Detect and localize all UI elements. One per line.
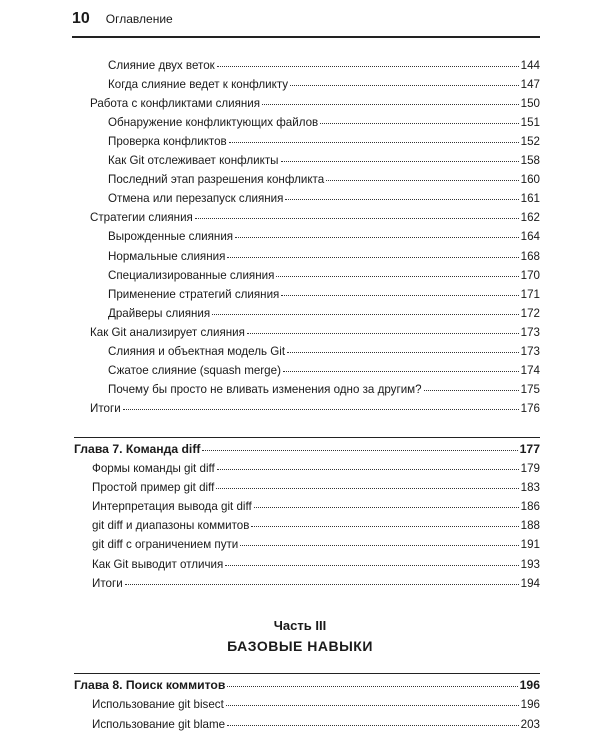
- toc-entry-page: 168: [520, 249, 540, 263]
- toc-entry-title: Итоги: [90, 401, 121, 415]
- toc-entry-page: 172: [520, 306, 540, 320]
- toc-entry[interactable]: [90, 400, 540, 418]
- toc-entry-title: Простой пример git diff: [92, 481, 215, 495]
- dot-leader: [320, 123, 518, 124]
- toc-entry-page: 150: [520, 97, 540, 111]
- toc-entry[interactable]: [108, 152, 540, 170]
- dot-leader: [227, 686, 517, 687]
- toc-entry-page: 186: [520, 500, 540, 514]
- toc-entry-page: 161: [520, 192, 540, 206]
- toc-entry-page: 152: [520, 135, 540, 149]
- toc-entry-title: Нормальные слияния: [108, 249, 226, 263]
- toc-entry-page: 196: [520, 698, 540, 711]
- toc-entry-title: Драйверы слияния: [108, 306, 211, 320]
- toc-entry-title: Слияние двух веток: [108, 59, 215, 72]
- dot-leader: [202, 450, 517, 451]
- toc-entry-page: 175: [520, 382, 540, 396]
- dot-leader: [287, 352, 519, 353]
- toc-entry[interactable]: [92, 696, 540, 714]
- dot-leader: [212, 314, 518, 315]
- toc-entry[interactable]: [90, 324, 540, 342]
- toc-entry-title: Проверка конфликтов: [108, 135, 227, 149]
- toc-entry[interactable]: [108, 114, 540, 132]
- toc-entry-page: 144: [520, 59, 540, 72]
- dot-leader: [217, 469, 519, 470]
- toc-entry-title: Специализированные слияния: [108, 268, 275, 282]
- chapter8-top-rule: [74, 673, 540, 674]
- toc-entry-title: Итоги: [92, 576, 123, 590]
- toc-entry-title: Использование git bisect: [92, 698, 224, 711]
- toc-entry[interactable]: [108, 57, 540, 75]
- toc-entry[interactable]: [92, 575, 540, 593]
- toc-entry[interactable]: [108, 190, 540, 208]
- dot-leader: [251, 526, 518, 527]
- toc-entry-title: git diff с ограничением пути: [92, 538, 239, 552]
- dot-leader: [227, 725, 519, 726]
- toc-entry-title: Когда слияние ведет к конфликту: [108, 78, 289, 92]
- dot-leader: [254, 507, 519, 508]
- toc-entry-page: 203: [520, 717, 540, 731]
- page-number: 10: [72, 10, 90, 27]
- toc-entry[interactable]: [108, 267, 540, 285]
- toc-entry-title: Последний этап разрешения конфликта: [108, 173, 325, 187]
- dot-leader: [125, 584, 519, 585]
- toc-entry[interactable]: [108, 76, 540, 94]
- toc-entry[interactable]: [92, 517, 540, 535]
- toc-entry[interactable]: [108, 362, 540, 380]
- dot-leader: [424, 390, 519, 391]
- toc-entry[interactable]: [92, 460, 540, 478]
- running-title: Оглавление: [105, 12, 173, 26]
- toc-entry[interactable]: [108, 133, 540, 151]
- toc-entry[interactable]: [92, 479, 540, 497]
- toc-entry-page: 179: [520, 462, 540, 475]
- toc-entry-page: 183: [520, 481, 540, 495]
- toc-entry[interactable]: [108, 305, 540, 323]
- dot-leader: [225, 565, 518, 566]
- dot-leader: [285, 199, 518, 200]
- chapter7-page: 177: [519, 442, 540, 456]
- toc-entry-title: Отмена или перезапуск слияния: [108, 192, 284, 206]
- toc-entry-title: Сжатое слияние (squash merge): [108, 363, 281, 377]
- toc-entry-title: Использование git blame: [92, 717, 226, 731]
- toc-entry-page: 194: [520, 576, 540, 590]
- dot-leader: [262, 104, 519, 105]
- toc-entry[interactable]: [108, 343, 540, 361]
- toc-entry-title: Как Git отслеживает конфликты: [108, 154, 279, 168]
- dot-leader: [226, 705, 519, 706]
- toc-entry-title: Обнаружение конфликтующих файлов: [108, 116, 319, 130]
- toc-entry-page: 147: [520, 78, 540, 92]
- toc-entry-title: Почему бы просто не вливать изменения одно за другим?: [108, 382, 422, 396]
- toc-entry-page: 151: [520, 116, 540, 130]
- part-label: Часть III: [273, 618, 327, 633]
- toc-entry-page: 171: [520, 287, 540, 301]
- dot-leader: [217, 66, 519, 67]
- toc-entry-page: 176: [520, 401, 540, 415]
- toc-entry-title: Формы команды git diff: [92, 462, 215, 475]
- toc-entry-page: 162: [520, 211, 540, 225]
- toc-entry-title: Стратегии слияния: [90, 211, 193, 225]
- toc-entry-page: 174: [520, 363, 540, 377]
- dot-leader: [281, 295, 518, 296]
- toc-entry-title: Применение стратегий слияния: [108, 287, 280, 301]
- toc-entry[interactable]: [90, 95, 540, 113]
- toc-entry-title: Вырожденные слияния: [108, 230, 234, 244]
- part-title: БАЗОВЫЕ НАВЫКИ: [227, 638, 373, 654]
- toc-entry-page: 173: [520, 344, 540, 358]
- chapter7-heading[interactable]: [74, 440, 540, 458]
- header-rule: [72, 36, 540, 38]
- dot-leader: [276, 276, 518, 277]
- toc-entry[interactable]: [92, 716, 540, 734]
- dot-leader: [281, 161, 519, 162]
- chapter8-heading[interactable]: [74, 676, 540, 694]
- toc-entry-title: Слияния и объектная модель Git: [108, 344, 286, 358]
- dot-leader: [235, 237, 519, 238]
- toc-entry[interactable]: [92, 556, 540, 574]
- toc-entry[interactable]: [108, 248, 540, 266]
- dot-leader: [195, 218, 519, 219]
- toc-entry-title: Интерпретация вывода git diff: [92, 500, 252, 514]
- dot-leader: [290, 85, 519, 86]
- toc-entry[interactable]: [108, 228, 540, 246]
- dot-leader: [247, 333, 519, 334]
- toc-entry-title: Работа с конфликтами слияния: [90, 97, 261, 111]
- toc-entry-page: 188: [520, 519, 540, 533]
- chapter7-title: Глава 7. Команда diff: [74, 442, 201, 456]
- page-header: [72, 10, 542, 32]
- dot-leader: [283, 371, 519, 372]
- dot-leader: [240, 545, 518, 546]
- chapter7-top-rule: [74, 437, 540, 438]
- toc-entry-title: Как Git выводит отличия: [92, 557, 224, 571]
- toc-entry[interactable]: [108, 381, 540, 399]
- dot-leader: [216, 488, 518, 489]
- toc-entry-title: Как Git анализирует слияния: [90, 325, 245, 339]
- toc-entry-page: 164: [520, 230, 540, 244]
- toc-entry-page: 191: [520, 538, 540, 552]
- chapter8-title: Глава 8. Поиск коммитов: [74, 678, 226, 692]
- toc-entry-page: 193: [520, 557, 540, 571]
- toc-entry[interactable]: [92, 536, 540, 554]
- toc-entry[interactable]: [92, 498, 540, 516]
- dot-leader: [227, 257, 518, 258]
- dot-leader: [326, 180, 518, 181]
- toc-entry[interactable]: [108, 286, 540, 304]
- toc-entry-title: git diff и диапазоны коммитов: [92, 519, 250, 533]
- toc-entry-page: 158: [520, 154, 540, 168]
- chapter8-page: 196: [519, 678, 540, 692]
- toc-entry-page: 170: [520, 268, 540, 282]
- dot-leader: [229, 142, 519, 143]
- toc-entry-page: 160: [520, 173, 540, 187]
- dot-leader: [123, 409, 519, 410]
- toc-entry[interactable]: [90, 209, 540, 227]
- toc-entry[interactable]: [108, 171, 540, 189]
- toc-entry-page: 173: [520, 325, 540, 339]
